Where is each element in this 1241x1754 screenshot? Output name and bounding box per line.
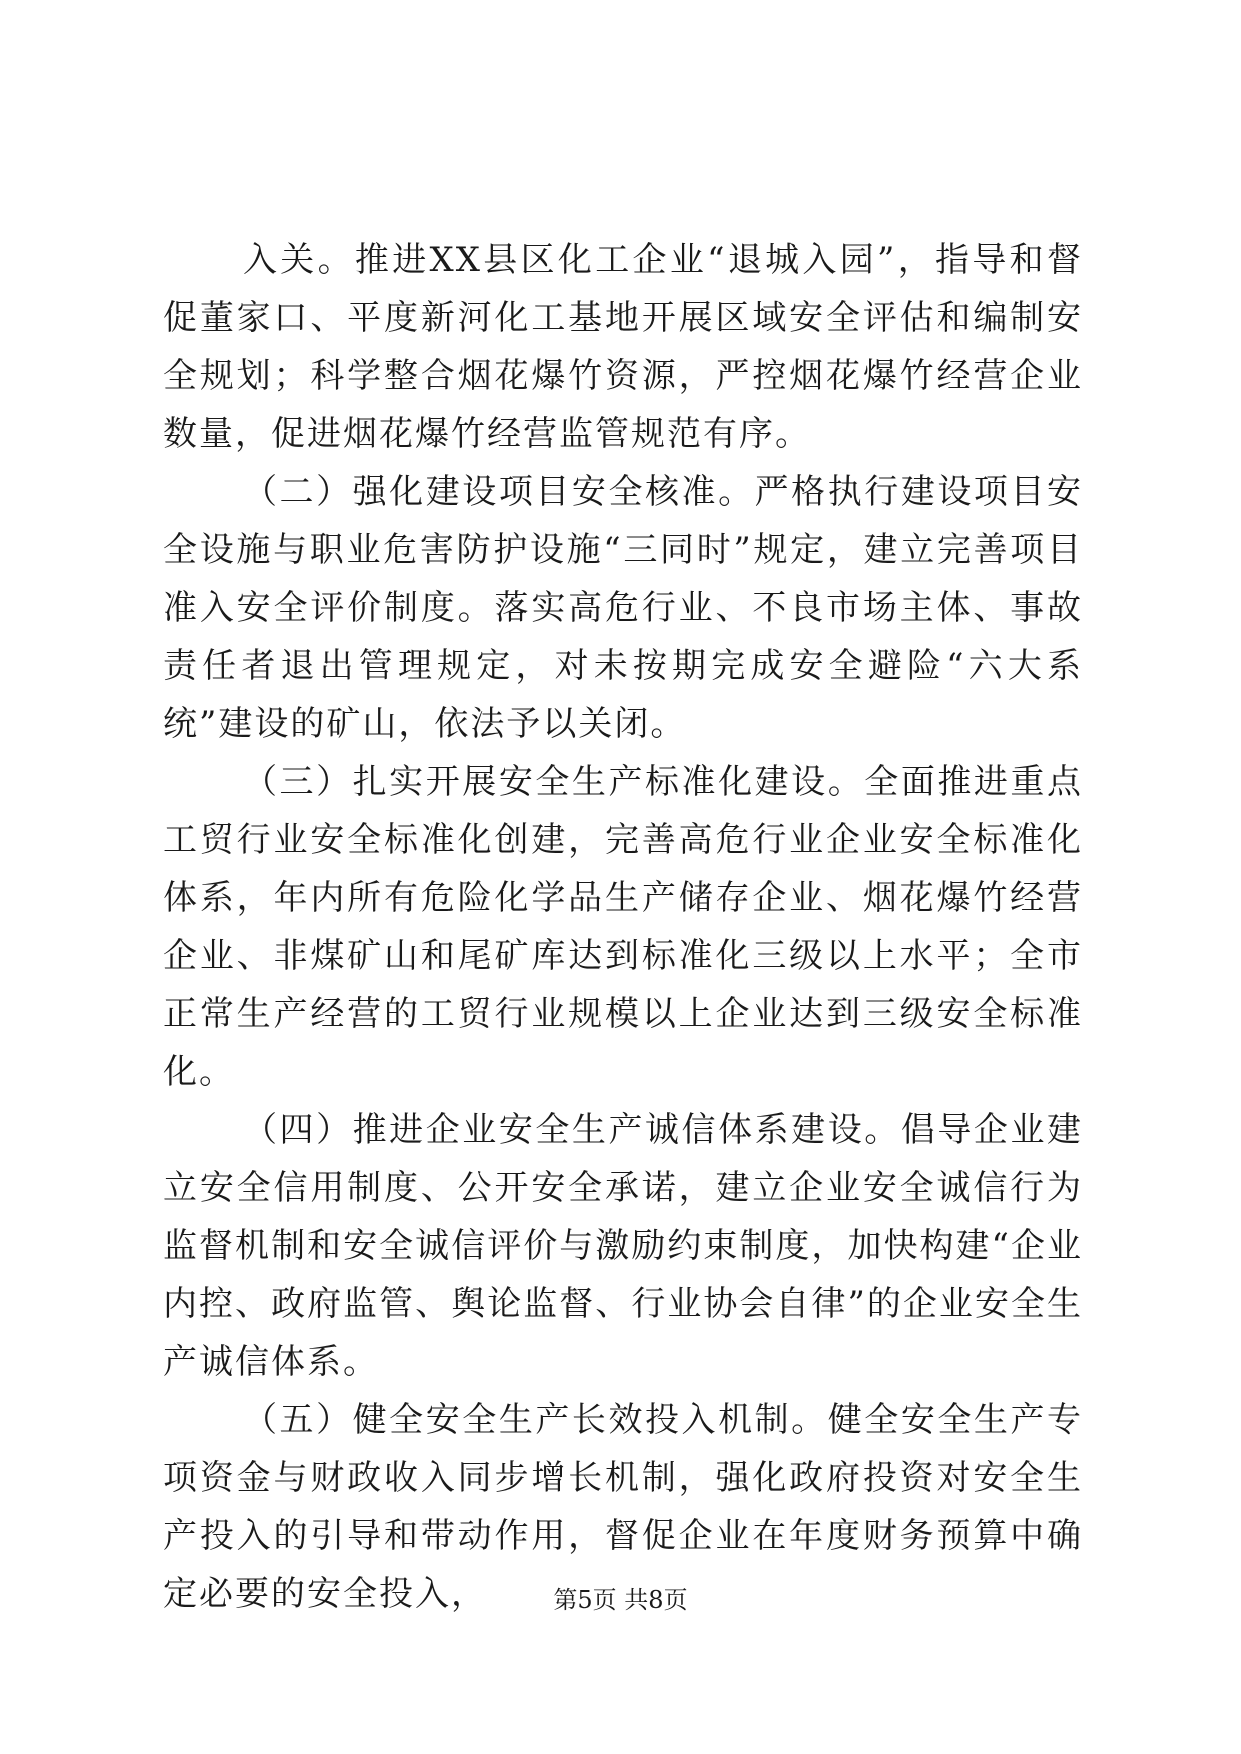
- page-footer: 第5页 共8页: [553, 1586, 688, 1614]
- paragraph-section-4: （四）推进企业安全生产诚信体系建设。倡导企业建立安全信用制度、公开安全承诺，建立企业安全诚信行为监督机制和安全诚信评价与激励约束制度，加快构建“企业内控、政府监管、舆论监督、行业协会自律”的企业安全生产诚信体系。: [163, 1110, 1083, 1382]
- paragraph-continuation: 入关。推进XX县区化工企业“退城入园”，指导和督促董家口、平度新河化工基地开展区域安全评估和编制安全规划；科学整合烟花爆竹资源，严控烟花爆竹经营企业数量，促进烟花爆竹经营监管规范有序。: [163, 240, 1083, 454]
- paragraph-section-3: （三）扎实开展安全生产标准化建设。全面推进重点工贸行业安全标准化创建，完善高危行业企业安全标准化体系，年内所有危险化学品生产储存企业、烟花爆竹经营企业、非煤矿山和尾矿库达到标准化三级以上水平；全市正常生产经营的工贸行业规模以上企业达到三级安全标准化。: [163, 762, 1083, 1092]
- paragraph-section-2: （二）强化建设项目安全核准。严格执行建设项目安全设施与职业危害防护设施“三同时”规定，建立完善项目准入安全评价制度。落实高危行业、不良市场主体、事故责任者退出管理规定，对未按期完成安全避险“六大系统”建设的矿山，依法予以关闭。: [163, 472, 1083, 744]
- document-body: [163, 231, 1083, 1623]
- paragraph-section-5: （五）健全安全生产长效投入机制。健全安全生产专项资金与财政收入同步增长机制，强化政府投资对安全生产投入的引导和带动作用，督促企业在年度财务预算中确定必要的安全投入，: [163, 1400, 1083, 1614]
